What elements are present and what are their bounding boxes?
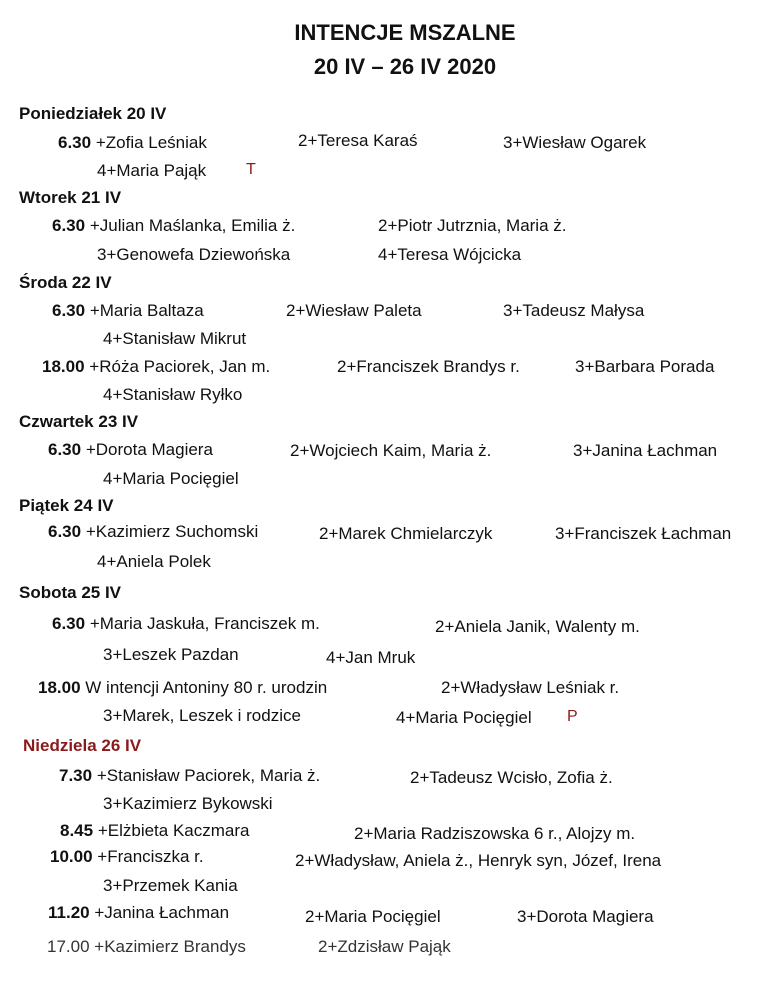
- intention: 3+Kazimierz Bykowski: [103, 794, 273, 813]
- mass-time: 7.30: [59, 766, 93, 785]
- mass-time: 6.30: [52, 301, 86, 320]
- intention: 2+Maria Pocięgiel: [305, 907, 441, 926]
- day-heading-thursday: Czwartek 23 IV: [19, 412, 139, 431]
- intention: 2+Marek Chmielarczyk: [319, 524, 493, 543]
- intention: +Dorota Magiera: [85, 440, 213, 459]
- intention-row: [52, 301, 204, 321]
- mass-time: 10.00: [50, 847, 93, 866]
- day-heading-friday: Piątek 24 IV: [19, 496, 114, 515]
- intention: 4+Maria Pocięgiel: [103, 469, 239, 488]
- intention-row: [48, 440, 213, 460]
- page-title: INTENCJE MSZALNE: [294, 20, 516, 45]
- mass-time: 8.45: [60, 821, 94, 840]
- intention: +Stanisław Paciorek, Maria ż.: [96, 766, 321, 785]
- intention-row: [59, 766, 320, 786]
- intention: 2+Wiesław Paleta: [286, 301, 422, 320]
- intention: 3+Janina Łachman: [573, 441, 718, 460]
- mass-time: 11.20: [48, 903, 90, 922]
- intention: 2+Zdzisław Pająk: [318, 937, 451, 956]
- intention: 3+Wiesław Ogarek: [503, 133, 647, 152]
- intention: 2+Teresa Karaś: [298, 131, 418, 150]
- day-heading-wednesday: Środa 22 IV: [19, 273, 112, 292]
- intention-row: [52, 614, 320, 634]
- annotation-mark: P: [567, 708, 578, 725]
- mass-time: 18.00: [42, 357, 85, 376]
- mass-time: 6.30: [48, 440, 82, 459]
- intention: 3+Franciszek Łachman: [555, 524, 732, 543]
- intention: 2+Franciszek Brandys r.: [337, 357, 520, 376]
- date-range: 20 IV – 26 IV 2020: [313, 54, 497, 79]
- day-heading-monday: Poniedziałek 20 IV: [19, 104, 167, 123]
- intention: +Julian Maślanka, Emilia ż.: [89, 216, 296, 235]
- intention: 4+Aniela Polek: [97, 552, 211, 571]
- intention: +Maria Baltaza: [89, 301, 204, 320]
- annotation-mark: T: [246, 161, 256, 178]
- intention: +Maria Jaskuła, Franciszek m.: [89, 614, 320, 633]
- intention: 2+Aniela Janik, Walenty m.: [435, 617, 640, 636]
- intention: 2+Władysław, Aniela ż., Henryk syn, Józef, Irena: [295, 851, 662, 870]
- intention-row: [52, 216, 295, 236]
- intention: +Elżbieta Kaczmara: [97, 821, 250, 840]
- intention: 3+Przemek Kania: [103, 876, 238, 895]
- intention-row: [60, 821, 249, 841]
- intention-row: [42, 357, 270, 377]
- intention: 3+Tadeusz Małysa: [503, 301, 645, 320]
- intention: 2+Tadeusz Wcisło, Zofia ż.: [410, 768, 613, 787]
- intention: 3+Marek, Leszek i rodzice: [103, 706, 301, 725]
- intention: 4+Jan Mruk: [326, 648, 416, 667]
- mass-time: 6.30: [52, 216, 86, 235]
- intention: 4+Stanisław Ryłko: [103, 385, 243, 404]
- intention-row: [48, 522, 258, 542]
- intention: 2+Maria Radziszowska 6 r., Alojzy m.: [354, 824, 636, 843]
- intention: 4+Maria Pocięgiel: [396, 708, 532, 727]
- intention-row: [50, 847, 204, 867]
- day-heading-tuesday: Wtorek 21 IV: [19, 188, 122, 207]
- mass-time: 6.30: [52, 614, 86, 633]
- intention: 3+Leszek Pazdan: [103, 645, 239, 664]
- mass-time: 6.30: [48, 522, 82, 541]
- intention: +Janina Łachman: [94, 903, 230, 922]
- intention: 3+Genowefa Dziewońska: [97, 245, 291, 264]
- intention-row: 17.00 +Kazimierz Brandys: [47, 937, 246, 956]
- intention: W intencji Antoniny 80 r. urodzin: [85, 678, 328, 697]
- day-heading-sunday: Niedziela 26 IV: [23, 736, 142, 755]
- intention: +Zofia Leśniak: [95, 133, 207, 152]
- intention-row: [38, 678, 327, 698]
- intention: 4+Teresa Wójcicka: [378, 245, 522, 264]
- intention: 2+Piotr Jutrznia, Maria ż.: [378, 216, 567, 235]
- intention: 3+Dorota Magiera: [517, 907, 654, 926]
- intention: 2+Władysław Leśniak r.: [441, 678, 620, 697]
- intention-row: [58, 133, 207, 153]
- intention: 4+Stanisław Mikrut: [103, 329, 247, 348]
- intention: 4+Maria Pająk: [97, 161, 207, 180]
- mass-time: 18.00: [38, 678, 81, 697]
- mass-time: 6.30: [58, 133, 92, 152]
- intention-row: [48, 903, 229, 923]
- day-heading-saturday: Sobota 25 IV: [19, 583, 122, 602]
- intention: +Kazimierz Suchomski: [85, 522, 259, 541]
- intention: 2+Wojciech Kaim, Maria ż.: [290, 441, 492, 460]
- intention: +Róża Paciorek, Jan m.: [89, 357, 271, 376]
- intention: +Franciszka r.: [97, 847, 204, 866]
- intention: 3+Barbara Porada: [575, 357, 715, 376]
